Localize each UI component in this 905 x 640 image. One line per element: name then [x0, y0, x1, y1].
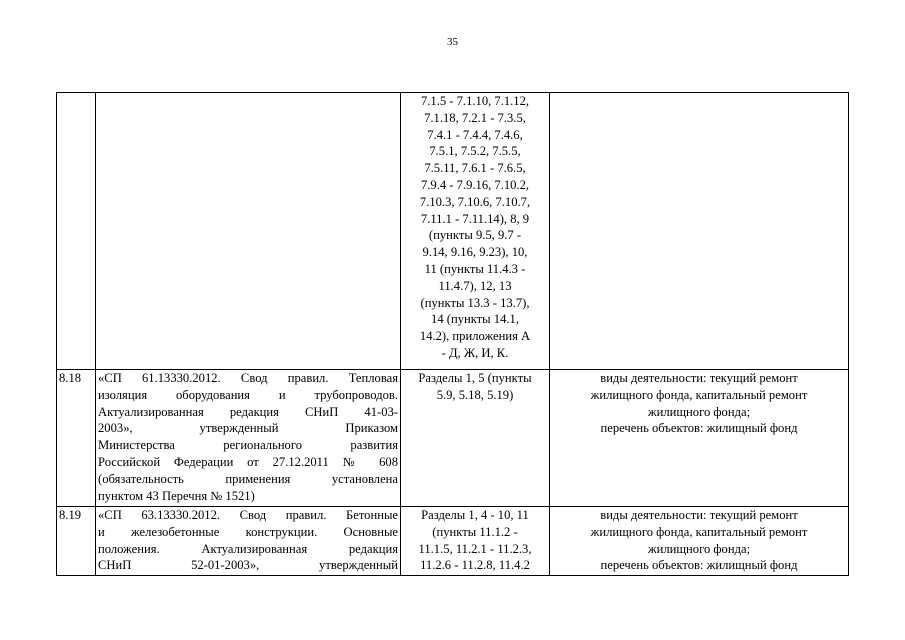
title-line: 2003», утвержденный Приказом	[98, 421, 398, 436]
document-title-cell	[96, 507, 401, 576]
sections-line: - Д, Ж, И, К.	[441, 345, 509, 360]
row-number: 8.19	[59, 508, 82, 522]
title-line: Актуализированная редакция СНиП 41-03-	[98, 404, 398, 419]
scope-cell	[550, 370, 849, 507]
sections-line: 7.5.1, 7.5.2, 7.5.5,	[429, 144, 521, 159]
table-row	[57, 507, 849, 576]
sections-line: 7.1.18, 7.2.1 - 7.3.5,	[424, 110, 526, 125]
row-number-cell	[57, 370, 96, 507]
sections-line: 7.5.11, 7.6.1 - 7.6.5,	[424, 161, 526, 176]
sections-line: 9.14, 9.16, 9.23), 10,	[422, 245, 528, 260]
sections-cell	[401, 370, 550, 507]
sections-line: 5.9, 5.18, 5.19)	[436, 387, 514, 402]
scope-line: жилищного фонда;	[647, 541, 751, 556]
sections-line: (пункты 11.1.2 -	[432, 524, 518, 539]
sections-line: (пункты 13.3 - 13.7),	[420, 295, 530, 310]
scope-line: виды деятельности: текущий ремонт	[600, 371, 798, 385]
sections-line: 7.11.1 - 7.11.14), 8, 9	[420, 211, 530, 226]
title-line: Российской Федерации от 27.12.2011 № 608	[98, 454, 398, 469]
document-title-cell	[96, 93, 401, 370]
sections-line: 11.1.5, 11.2.1 - 11.2.3,	[418, 541, 532, 556]
title-line: (обязательность применения установлена	[98, 471, 398, 486]
row-number-cell	[57, 93, 96, 370]
sections-cell	[401, 93, 550, 370]
title-line: пунктом 43 Перечня № 1521)	[98, 488, 255, 503]
sections-line: 7.4.1 - 7.4.4, 7.4.6,	[427, 127, 523, 142]
title-line: «СП 63.13330.2012. Свод правил. Бетонные	[98, 508, 398, 522]
scope-line: перечень объектов: жилищный фонд	[600, 421, 798, 436]
sections-line: 11.2.6 - 11.2.8, 11.4.2	[420, 558, 530, 573]
page-number: 35	[447, 36, 458, 48]
document-title-cell	[96, 370, 401, 507]
sections-line: 14 (пункты 14.1,	[431, 312, 519, 327]
title-line: «СП 61.13330.2012. Свод правил. Тепловая	[98, 371, 398, 385]
title-line: изоляция оборудования и трубопроводов.	[98, 387, 398, 402]
row-number-cell	[57, 507, 96, 576]
norms-table	[56, 92, 849, 576]
scope-line: перечень объектов: жилищный фонд	[600, 558, 798, 573]
sections-line: 7.1.5 - 7.1.10, 7.1.12,	[420, 94, 530, 108]
scope-line: жилищного фонда, капитальный ремонт	[590, 387, 808, 402]
title-line: СНиП 52-01-2003», утвержденный	[98, 558, 398, 573]
scope-line: жилищного фонда, капитальный ремонт	[590, 524, 808, 539]
sections-cell	[401, 507, 550, 576]
scope-cell	[550, 507, 849, 576]
sections-line: (пункты 9.5, 9.7 -	[428, 228, 522, 243]
sections-line: 11 (пункты 11.4.3 -	[424, 261, 526, 276]
sections-line: Разделы 1, 4 - 10, 11	[421, 508, 529, 522]
sections-line: 7.10.3, 7.10.6, 7.10.7,	[419, 194, 531, 209]
title-line: Министерства регионального развития	[98, 438, 398, 453]
sections-line: 11.4.7), 12, 13	[438, 278, 512, 293]
scope-cell	[550, 93, 849, 370]
row-number: 8.18	[59, 371, 82, 385]
title-line: положения. Актуализированная редакция	[98, 541, 398, 556]
sections-line: Разделы 1, 5 (пункты	[418, 371, 532, 385]
sections-line: 7.9.4 - 7.9.16, 7.10.2,	[420, 177, 530, 192]
scope-line: виды деятельности: текущий ремонт	[600, 508, 798, 522]
table-row	[57, 370, 849, 507]
title-line: и железобетонные конструкции. Основные	[98, 524, 398, 539]
table-row	[57, 93, 849, 370]
scope-line: жилищного фонда;	[647, 404, 751, 419]
sections-line: 14.2), приложения А	[419, 329, 531, 344]
